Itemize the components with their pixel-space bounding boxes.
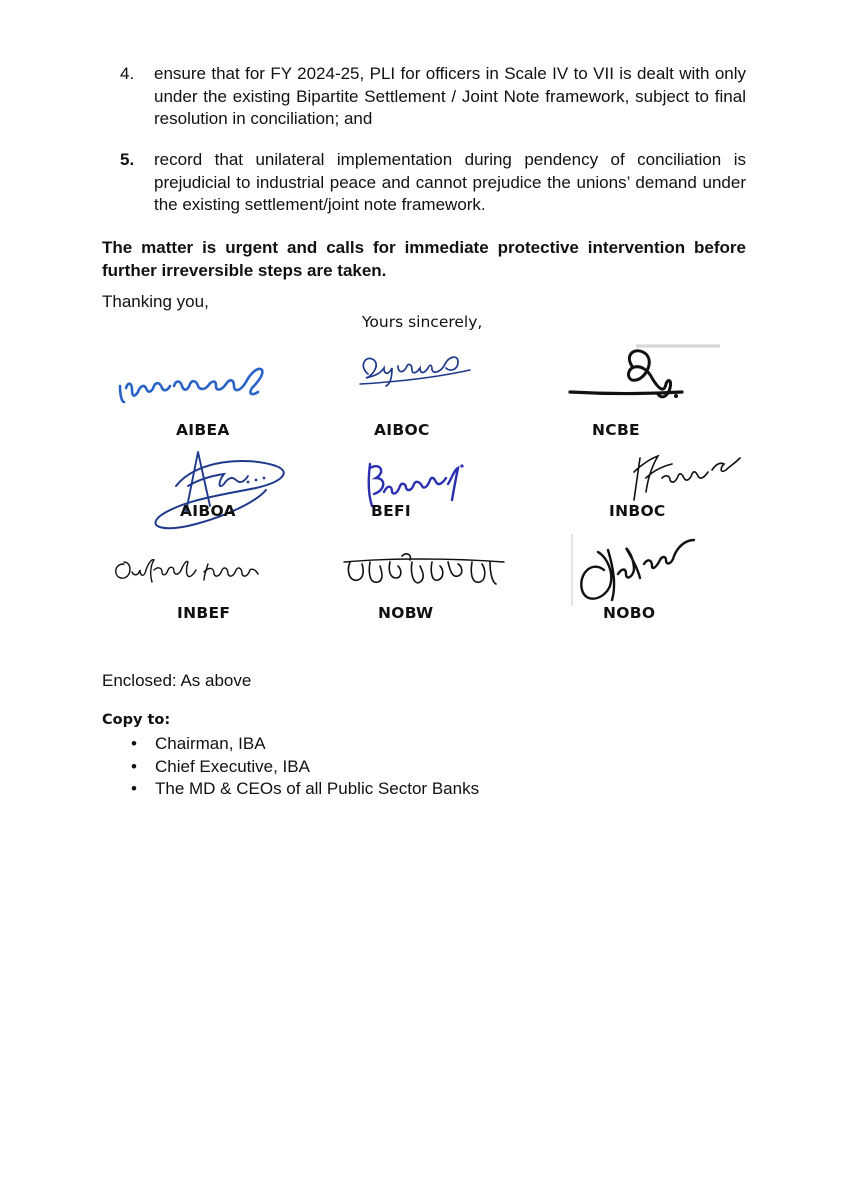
thanking-you: Thanking you, [102, 292, 209, 311]
signature-aiboc [354, 344, 474, 406]
item-number: 5. [120, 150, 135, 169]
signature-aiboa [136, 446, 296, 536]
recipient: The MD & CEOs of all Public Sector Banks [155, 779, 480, 798]
enclosure-note: Enclosed: As above [102, 671, 252, 690]
item-text: record that unilateral implementation during pendency of conciliation is prejudicial to industrial peace and cannot prejudice the unions’ demand under the existing settlement/joint note framework. [154, 150, 746, 214]
list-item [131, 778, 479, 801]
item-number: 4. [120, 64, 135, 83]
org-label-nobo: NOBO [603, 604, 656, 622]
recipient: Chairman, IBA [155, 734, 266, 753]
signature-inbef [110, 548, 270, 588]
org-label-aibea: AIBEA [176, 421, 230, 439]
signature-inboc [612, 448, 752, 508]
urgent-notice: The matter is urgent and calls for immediate protective intervention before further irreversible steps are taken. [102, 238, 746, 280]
org-label-inboc: INBOC [609, 502, 666, 520]
org-label-inbef: INBEF [177, 604, 231, 622]
list-item-5 [120, 149, 746, 217]
org-label-befi: BEFI [371, 502, 411, 520]
org-label-aiboc: AIBOC [374, 421, 430, 439]
bullet-icon: • [131, 779, 137, 798]
list-item [131, 756, 479, 779]
signature-nobo [568, 530, 698, 610]
copy-to-list [131, 733, 479, 801]
recipient: Chief Executive, IBA [155, 756, 310, 776]
org-label-nobw: NOBW [378, 604, 434, 622]
list-item [131, 733, 479, 756]
bullet-icon: • [131, 756, 137, 776]
list-item-4 [120, 63, 746, 131]
org-label-ncbe: NCBE [592, 421, 640, 439]
org-label-aiboa: AIBOA [180, 502, 236, 520]
signature-aibea [112, 352, 272, 412]
bullet-icon: • [131, 734, 137, 753]
copy-to-heading: Copy to: [102, 712, 171, 728]
signature-ncbe [566, 344, 726, 412]
yours-sincerely: Yours sincerely, [362, 313, 483, 331]
signature-nobw [340, 552, 510, 596]
item-text: ensure that for FY 2024-25, PLI for officers in Scale IV to VII is dealt with only under the existing Bipartite Settlement / Joint Note framework, subject to final resolution in conciliation; and [154, 64, 746, 128]
